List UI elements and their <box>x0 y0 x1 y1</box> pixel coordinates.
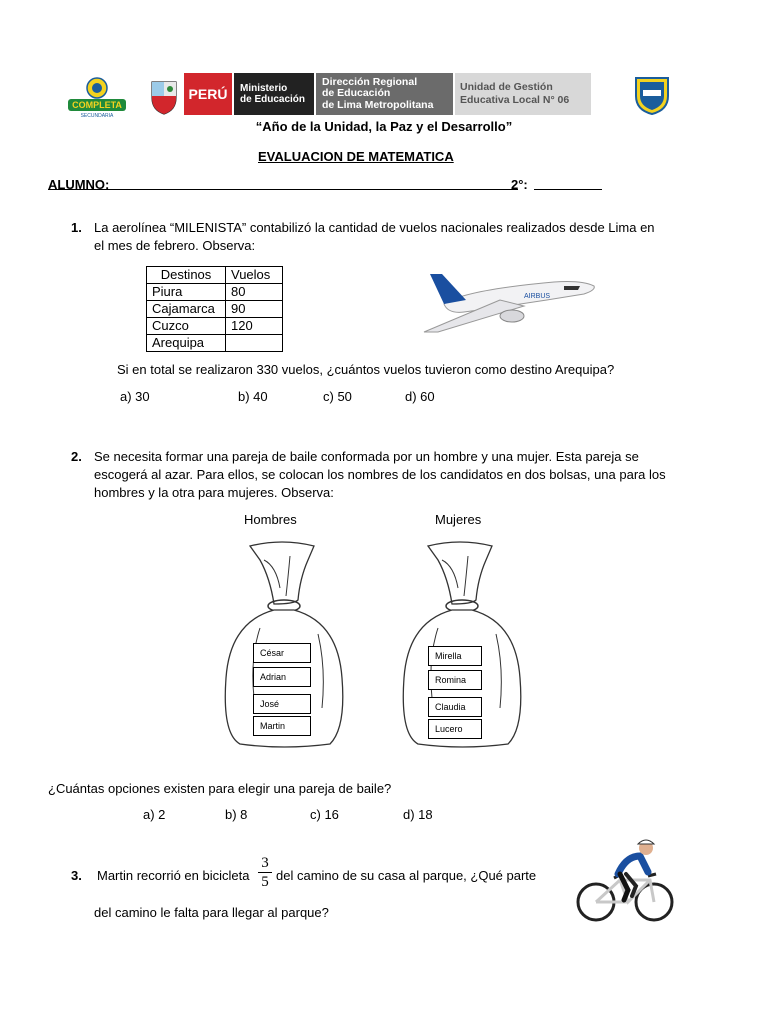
grade-label: 2°: <box>511 177 528 192</box>
table-cell-destino: Piura <box>147 284 226 301</box>
table-cell-destino: Cuzco <box>147 318 226 335</box>
q2-option-c[interactable]: c) 16 <box>310 807 339 822</box>
peru-label: PERÚ <box>184 73 232 115</box>
q3-text-line2: del camino le falta para llegar al parque? <box>94 905 329 920</box>
table-row <box>147 335 283 352</box>
national-shield-icon <box>146 76 182 116</box>
q1-text-line2: el mes de febrero. Observa: <box>94 238 256 253</box>
table-cell-destino: Cajamarca <box>147 301 226 318</box>
q3-fraction <box>258 855 272 890</box>
svg-text:AIRBUS: AIRBUS <box>524 293 551 300</box>
ugel-label: Unidad de Gestión Educativa Local N° 06 <box>455 73 591 115</box>
table-row <box>147 301 283 318</box>
name-tag-jose: José <box>253 694 311 714</box>
student-name-line[interactable] <box>48 189 518 190</box>
table-row <box>147 284 283 301</box>
dre-label: Dirección Regional de Educación de Lima Metropolitana <box>316 73 453 115</box>
name-tag-claudia: Claudia <box>428 697 482 717</box>
school-logo-text: COMPLETA <box>72 100 122 110</box>
table-cell-vuelos[interactable] <box>226 335 283 352</box>
q1-option-a[interactable]: a) 30 <box>120 389 150 404</box>
q2-number: 2. <box>71 449 82 464</box>
q1-option-d[interactable]: d) 60 <box>405 389 435 404</box>
ugel-shield-icon <box>632 74 672 116</box>
name-tag-adrian: Adrian <box>253 667 311 687</box>
name-tag-martin: Martin <box>253 716 311 736</box>
exam-title: EVALUACION DE MATEMATICA <box>258 149 454 164</box>
q3-text-before: Martin recorrió en bicicleta <box>97 868 250 883</box>
name-tag-mirella: Mirella <box>428 646 482 666</box>
ministry-label: Ministerio de Educación <box>234 73 314 115</box>
q1-text-line1: La aerolínea “MILENISTA” contabilizó la cantidad de vuelos nacionales realizados desde Lima en <box>94 220 655 235</box>
q2-text-line3: hombres y la otra para mujeres. Observa: <box>94 485 334 500</box>
table-cell-vuelos: 80 <box>226 284 283 301</box>
name-tag-cesar: César <box>253 643 311 663</box>
name-tag-lucero: Lucero <box>428 719 482 739</box>
q2-option-d[interactable]: d) 18 <box>403 807 433 822</box>
fraction-numerator: 3 <box>261 855 269 871</box>
q2-question: ¿Cuántas opciones existen para elegir una pareja de baile? <box>48 781 392 796</box>
table-cell-vuelos: 120 <box>226 318 283 335</box>
table-row <box>147 318 283 335</box>
q3-text-after: del camino de su casa al parque, ¿Qué parte <box>276 868 537 883</box>
table-header-destinos: Destinos <box>147 267 226 284</box>
q1-option-b[interactable]: b) 40 <box>238 389 268 404</box>
svg-text:SECUNDARIA: SECUNDARIA <box>80 113 114 118</box>
table-header-row <box>147 267 283 284</box>
q2-option-b[interactable]: b) 8 <box>225 807 248 822</box>
q1-question: Si en total se realizaron 330 vuelos, ¿cuántos vuelos tuvieron como destino Arequipa? <box>117 362 615 377</box>
flights-table <box>146 266 283 352</box>
student-label: ALUMNO: <box>48 177 110 192</box>
table-cell-vuelos: 90 <box>226 301 283 318</box>
cyclist-icon <box>574 834 678 926</box>
men-label: Hombres <box>244 512 297 527</box>
q3-number: 3. <box>71 868 82 883</box>
airplane-icon <box>404 260 600 340</box>
q2-text-line1: Se necesita formar una pareja de baile conformada por un hombre y una mujer. Esta pareja se <box>94 449 639 464</box>
q2-text-line2: escogerá al azar. Para ellos, se colocan los nombres de los candidatos en dos bolsas, una para los <box>94 467 666 482</box>
q1-option-c[interactable]: c) 50 <box>323 389 352 404</box>
grade-line[interactable] <box>534 189 602 190</box>
year-motto: “Año de la Unidad, la Paz y el Desarrollo” <box>255 119 513 134</box>
q1-number: 1. <box>71 220 82 235</box>
q2-option-a[interactable]: a) 2 <box>143 807 166 822</box>
table-header-vuelos: Vuelos <box>226 267 283 284</box>
name-tag-romina: Romina <box>428 670 482 690</box>
fraction-denominator: 5 <box>261 874 269 890</box>
table-cell-destino: Arequipa <box>147 335 226 352</box>
school-logo <box>66 74 128 118</box>
women-label: Mujeres <box>435 512 482 527</box>
